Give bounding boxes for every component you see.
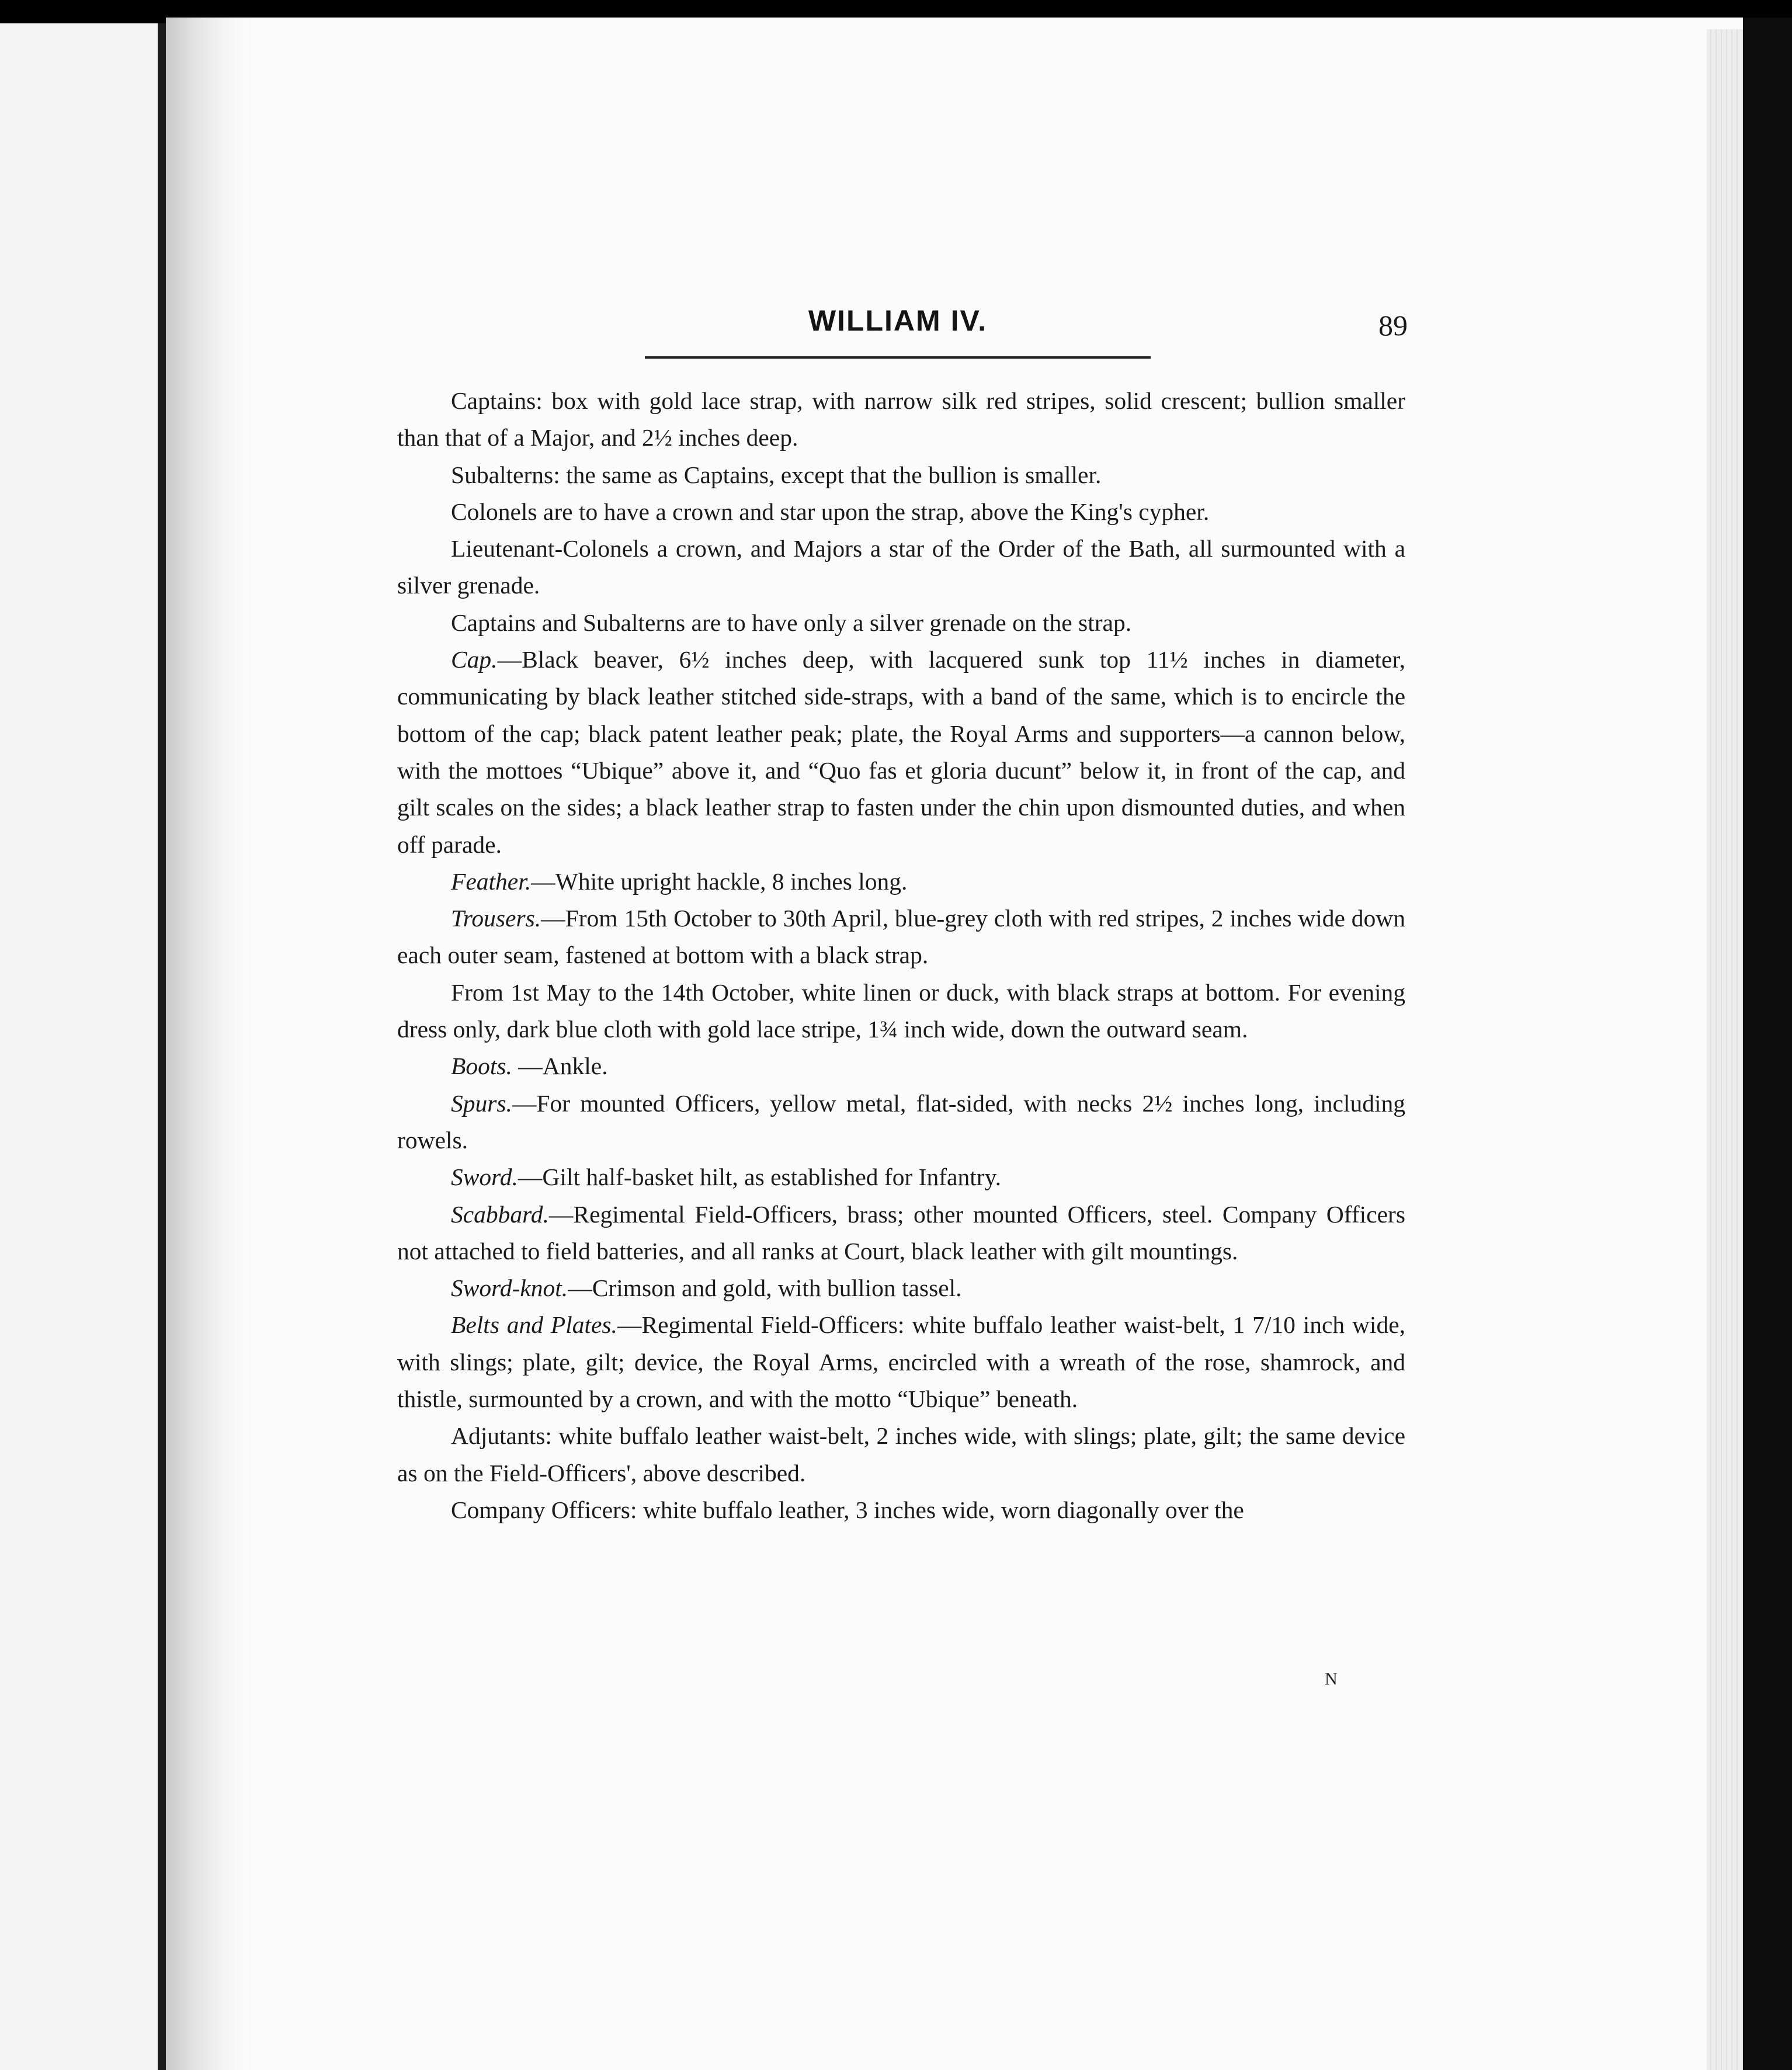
page-edges [1707, 29, 1743, 2070]
paragraph: Trousers.—From 15th October to 30th April, blue-grey cloth with red stripes, 2 inches wide down each outer seam, fastened at bottom with a black strap. [397, 905, 1405, 969]
page-title: WILLIAM IV. [808, 304, 988, 337]
section-heading: Belts and Plates. [451, 1311, 617, 1339]
paragraph: Scabbard.—Regimental Field-Officers, brass; other mounted Officers, steel. Company Officers not attached to field batteries, and all ranks at Court, black leather with gilt mountings. [397, 1200, 1405, 1265]
section-heading: Cap. [451, 646, 498, 673]
paragraph: Adjutants: white buffalo leather waist-belt, 2 inches wide, with slings; plate, gilt; the same device as on the Field-Officers', above described. [397, 1422, 1405, 1486]
right-shadow [1743, 18, 1792, 2070]
section-heading: Trousers. [451, 905, 541, 932]
section-heading: Sword. [451, 1163, 518, 1191]
page-number: 89 [1378, 309, 1408, 342]
paragraph: Lieutenant-Colonels a crown, and Majors a star of the Order of the Bath, all surmounted with a silver grenade. [397, 535, 1405, 599]
paragraph: Sword-knot.—Crimson and gold, with bullion tassel. [451, 1274, 962, 1302]
paragraph: Cap.—Black beaver, 6½ inches deep, with lacquered sunk top 11½ inches in diameter, communicating by black leather stitched side-straps, with a band of the same, which is to encircle the bottom of the cap; black patent leather peak; plate, the Royal Arms and supporters—a cannon below, with the mottoes “Ubique” above it, and “Quo fas et gloria ducunt” below it, in front of the cap, and gilt scales on the sides; a black leather strap to fasten under the chin upon dismounted duties, and when off parade. [397, 646, 1405, 858]
paragraph: Belts and Plates.—Regimental Field-Officers: white buffalo leather waist-belt, 1 7/10 inch wide, with slings; plate, gilt; device, the Royal Arms, encircled with a wreath of the rose, shamrock, and thistle, surmounted by a crown, and with the motto “Ubique” beneath. [397, 1311, 1405, 1413]
section-heading: Scabbard. [451, 1200, 549, 1228]
paragraph: Subalterns: the same as Captains, except that the bullion is smaller. [451, 461, 1102, 488]
header-rule [645, 356, 1151, 359]
book-gutter [158, 23, 166, 2070]
paragraph: Feather.—White upright hackle, 8 inches long. [451, 867, 908, 895]
signature-mark: N [1325, 1669, 1338, 1689]
paragraph: Colonels are to have a crown and star upon the strap, above the King's cypher. [451, 498, 1210, 525]
paragraph: Sword.—Gilt half-basket hilt, as established for Infantry. [451, 1163, 1002, 1191]
running-head [645, 304, 1151, 362]
body-text [397, 383, 1405, 1529]
section-heading: Sword-knot. [451, 1274, 568, 1302]
paragraph: Company Officers: white buffalo leather, 3 inches wide, worn diagonally over the [451, 1496, 1244, 1523]
paragraph: Captains: box with gold lace strap, with narrow silk red stripes, solid crescent; bullion smaller than that of a Major, and 2½ inches deep. [397, 387, 1405, 451]
paragraph: From 1st May to the 14th October, white linen or duck, with black straps at bottom. For evening dress only, dark blue cloth with gold lace stripe, 1¾ inch wide, down the outward seam. [397, 978, 1405, 1043]
section-heading: Boots. [451, 1053, 512, 1080]
paragraph: Spurs.—For mounted Officers, yellow metal, flat-sided, with necks 2½ inches long, including rowels. [397, 1089, 1405, 1154]
section-heading: Spurs. [451, 1089, 512, 1117]
gutter-shadow [166, 18, 253, 2070]
left-page [0, 23, 158, 2070]
paragraph: Boots. —Ankle. [451, 1053, 608, 1080]
section-heading: Feather. [451, 867, 532, 895]
paragraph: Captains and Subalterns are to have only a silver grenade on the strap. [451, 609, 1132, 636]
